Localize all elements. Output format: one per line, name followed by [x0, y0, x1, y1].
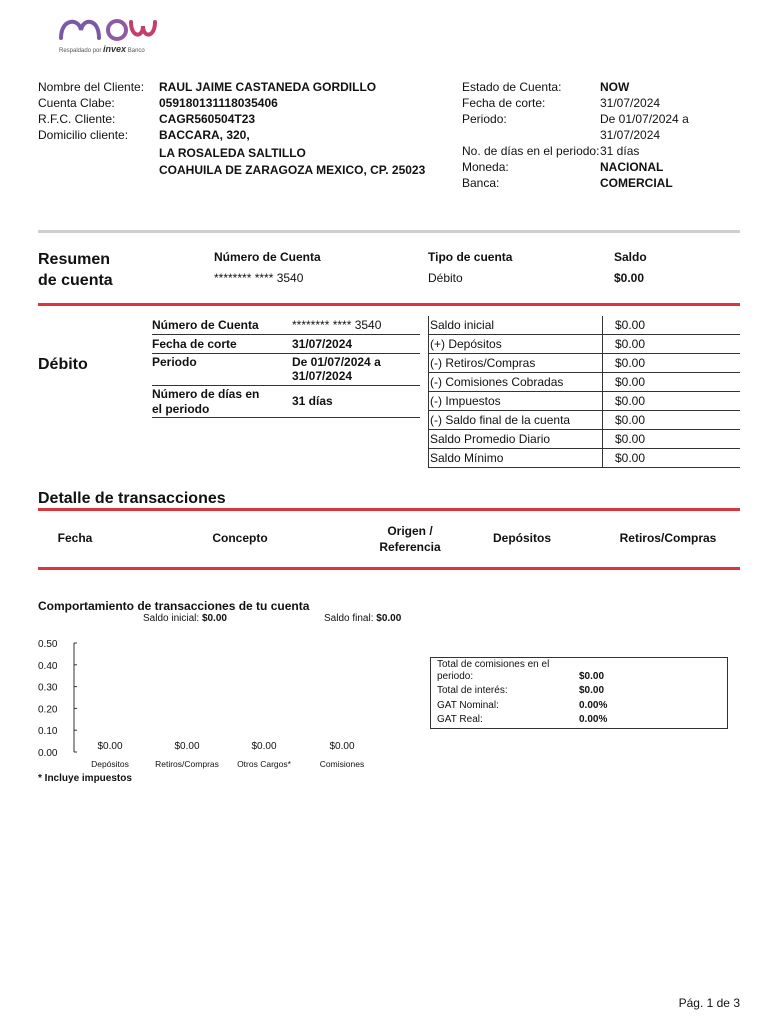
logo-tagline: Respaldado por invex Banco [59, 44, 145, 54]
col-depositos: Depósitos [492, 531, 551, 545]
balance-row: (-) Impuestos $0.00 [428, 392, 740, 411]
balance-row: (-) Retiros/Compras $0.00 [428, 354, 740, 373]
bar-value-label: $0.00 [329, 741, 355, 752]
summary-label: GAT Nominal: [437, 700, 499, 711]
page-number: Pág. 1 de 3 [678, 996, 740, 1010]
divider [38, 230, 740, 233]
client-rfc: CAGR560504T23 [159, 112, 256, 126]
debito-dias-label-2: el periodo [152, 402, 210, 416]
client-address-1: BACCARA, 320, [159, 128, 250, 142]
y-tick-label: 0.50 [38, 639, 58, 650]
y-tick-label: 0.10 [38, 726, 58, 738]
client-rfc-label: R.F.C. Cliente: [38, 112, 116, 126]
col-concepto: Concepto [212, 531, 268, 545]
x-tick-label: Retiros/Compras [155, 759, 219, 769]
divider [38, 303, 740, 306]
periodo-value-2: 31/07/2024 [600, 128, 661, 142]
divider [38, 508, 740, 511]
saldo-inicial: Saldo inicial: $0.00 [143, 613, 227, 624]
client-clabe: 059180131118035406 [159, 96, 278, 110]
balance-row: Saldo Mínimo $0.00 [428, 449, 740, 468]
resumen-numero-header: Número de Cuenta [214, 250, 321, 264]
transacciones-title: Detalle de transacciones [38, 490, 226, 507]
balance-row: (-) Saldo final de la cuenta $0.00 [428, 411, 740, 430]
summary-box [430, 657, 728, 729]
now-logo-icon [55, 8, 165, 44]
col-origen: Origen / Referencia [379, 524, 441, 554]
debito-corte: 31/07/2024 [292, 337, 353, 351]
client-address-3: COAHUILA DE ZARAGOZA MEXICO, CP. 25023 [159, 163, 426, 177]
summary-value: $0.00 [579, 671, 605, 682]
debito-periodo-label: Periodo [152, 355, 197, 369]
periodo-label: Periodo: [462, 112, 507, 126]
summary-label: periodo: [437, 671, 474, 682]
debito-numero: ******** **** 3540 [292, 318, 382, 332]
summary-value: 0.00% [579, 714, 608, 725]
balance-row: Saldo inicial $0.00 [428, 316, 740, 335]
summary-label: Total de interés: [437, 685, 508, 696]
col-fecha: Fecha [57, 531, 93, 545]
resumen-tipo: Débito [428, 271, 463, 285]
balance-table [428, 316, 740, 468]
moneda-label: Moneda: [462, 160, 509, 174]
debito-numero-label: Número de Cuenta [152, 318, 259, 332]
footnote: * Incluye impuestos [38, 773, 132, 784]
client-address-2: LA ROSALEDA SALTILLO [159, 146, 306, 160]
debito-title: Débito [38, 356, 88, 373]
balance-row: (-) Comisiones Cobradas $0.00 [428, 373, 740, 392]
debito-dias: 31 días [292, 394, 333, 408]
debito-periodo-1: De 01/07/2024 a [292, 355, 381, 369]
estado-label: Estado de Cuenta: [462, 80, 562, 94]
debito-corte-label: Fecha de corte [152, 337, 237, 351]
corte-label: Fecha de corte: [462, 96, 546, 110]
saldo-final: Saldo final: $0.00 [324, 613, 402, 624]
dias-value: 31 días [600, 144, 640, 158]
x-tick-label: Depósitos [91, 759, 129, 769]
bar-value-label: $0.00 [251, 741, 277, 752]
summary-label: Total de comisiones en el [437, 659, 550, 670]
banca-label: Banca: [462, 176, 500, 190]
dias-label: No. de días en el periodo: [462, 144, 600, 158]
debito-periodo-2: 31/07/2024 [292, 369, 353, 383]
x-tick-label: Comisiones [319, 759, 365, 769]
estado-value: NOW [600, 80, 630, 94]
transactions-chart [30, 630, 390, 775]
bar-value-label: $0.00 [97, 741, 123, 752]
y-tick-label: 0.40 [38, 660, 58, 672]
debito-details [152, 316, 420, 418]
corte-value: 31/07/2024 [600, 96, 661, 110]
resumen-title: Resumen de cuenta [38, 251, 113, 289]
summary-value: $0.00 [579, 685, 605, 696]
y-tick-label: 0.30 [38, 682, 58, 694]
statement-labels [462, 79, 599, 191]
periodo-value-1: De 01/07/2024 a [600, 112, 689, 126]
debito-dias-label-1: Número de días en [152, 387, 260, 401]
y-tick-label: 0.20 [38, 704, 58, 716]
now-logo [55, 8, 175, 56]
resumen-saldo-header: Saldo [614, 250, 647, 264]
comportamiento-title: Comportamiento de transacciones de tu cuenta [38, 599, 310, 613]
resumen-saldo: $0.00 [614, 271, 645, 285]
summary-value: 0.00% [579, 700, 608, 711]
banca-value: COMERCIAL [600, 176, 673, 190]
x-tick-label: Otros Cargos* [237, 759, 291, 769]
client-clabe-label: Cuenta Clabe: [38, 96, 115, 110]
statement-values [600, 79, 689, 191]
client-labels [38, 79, 144, 143]
balance-row: (+) Depósitos $0.00 [428, 335, 740, 354]
client-name: RAUL JAIME CASTANEDA GORDILLO [159, 80, 377, 94]
client-name-label: Nombre del Cliente: [38, 80, 145, 94]
client-address-label: Domicilio cliente: [38, 128, 129, 142]
moneda-value: NACIONAL [600, 160, 664, 174]
summary-label: GAT Real: [437, 714, 483, 725]
y-tick-label: 0.00 [38, 748, 58, 759]
resumen-tipo-header: Tipo de cuenta [428, 250, 513, 264]
balance-row: Saldo Promedio Diario $0.00 [428, 430, 740, 449]
divider [38, 567, 740, 570]
col-retiros: Retiros/Compras [619, 531, 717, 545]
client-values [159, 79, 425, 178]
bar-value-label: $0.00 [174, 741, 200, 752]
resumen-numero: ******** **** 3540 [214, 271, 304, 285]
